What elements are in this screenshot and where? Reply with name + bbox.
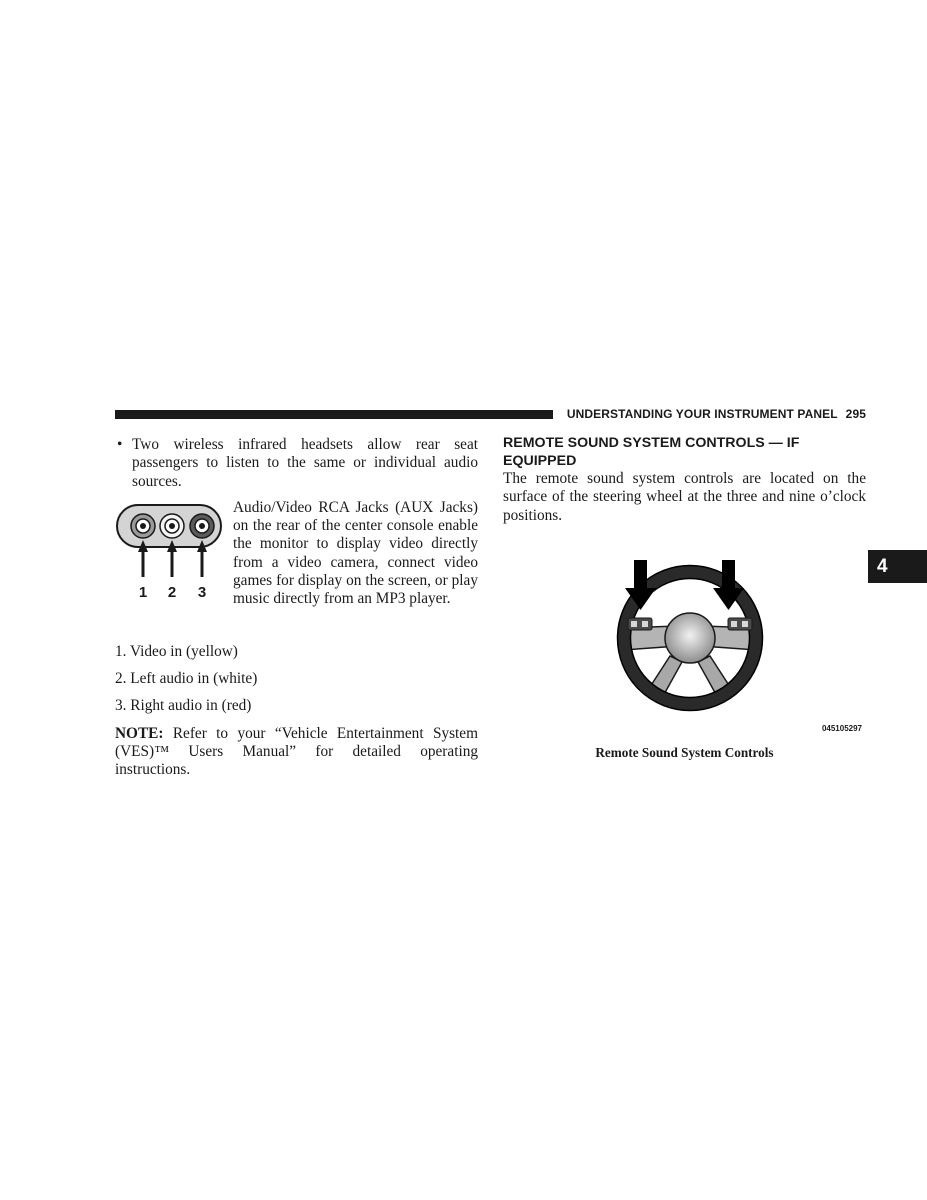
running-header <box>563 407 866 421</box>
jack-label-1: 1 <box>138 583 148 601</box>
note-label: NOTE: <box>115 724 164 742</box>
rca-jacks-figure <box>115 503 227 603</box>
jack-label-2: 2 <box>167 583 177 601</box>
page-number: 295 <box>845 407 866 421</box>
list-item-1: 1. Video in (yellow) <box>115 642 238 660</box>
section-heading: REMOTE SOUND SYSTEM CONTROLS — IF EQUIPPED <box>503 435 800 469</box>
jack-label-3: 3 <box>197 583 207 601</box>
figure-code: 045105297 <box>821 724 862 733</box>
section-paragraph: The remote sound system controls are located on the surface of the steering wheel at the three and nine o’clock positions. <box>503 470 866 524</box>
left-column <box>115 436 478 780</box>
list-item-3: 3. Right audio in (red) <box>115 697 252 715</box>
bullet-text: Two wireless infrared headsets allow rear seat passengers to listen to the same or individual audio sources. <box>132 436 478 490</box>
header-rule <box>115 410 553 419</box>
list-item-2: 2. Left audio in (white) <box>115 670 258 688</box>
jacks-description: Audio/Video RCA Jacks (AUX Jacks) on the rear of the center console enable the monitor to display video directly from a video camera, connect video games for display on the screen, or play music directly from an MP3 player. <box>233 498 478 608</box>
right-column <box>503 434 866 525</box>
bullet-symbol: • <box>117 436 123 453</box>
header-section-title: UNDERSTANDING YOUR INSTRUMENT PANEL <box>566 407 838 421</box>
note-paragraph <box>115 725 478 780</box>
jack-right-audio-icon <box>190 514 214 538</box>
figure-caption: Remote Sound System Controls <box>595 745 774 760</box>
right-controls-icon <box>728 618 752 630</box>
left-controls-icon <box>628 618 652 630</box>
steering-wheel-figure <box>590 558 790 718</box>
jack-left-audio-icon <box>160 514 184 538</box>
wheel-hub <box>665 613 715 663</box>
bullet-item <box>115 436 478 491</box>
note-text: Refer to your “Vehicle Entertainment System (VES)™ Users Manual” for detailed operating instructions. <box>115 724 478 779</box>
jack-video-icon <box>131 514 155 538</box>
chapter-tab: 4 <box>868 550 927 583</box>
jacks-block <box>115 499 478 634</box>
